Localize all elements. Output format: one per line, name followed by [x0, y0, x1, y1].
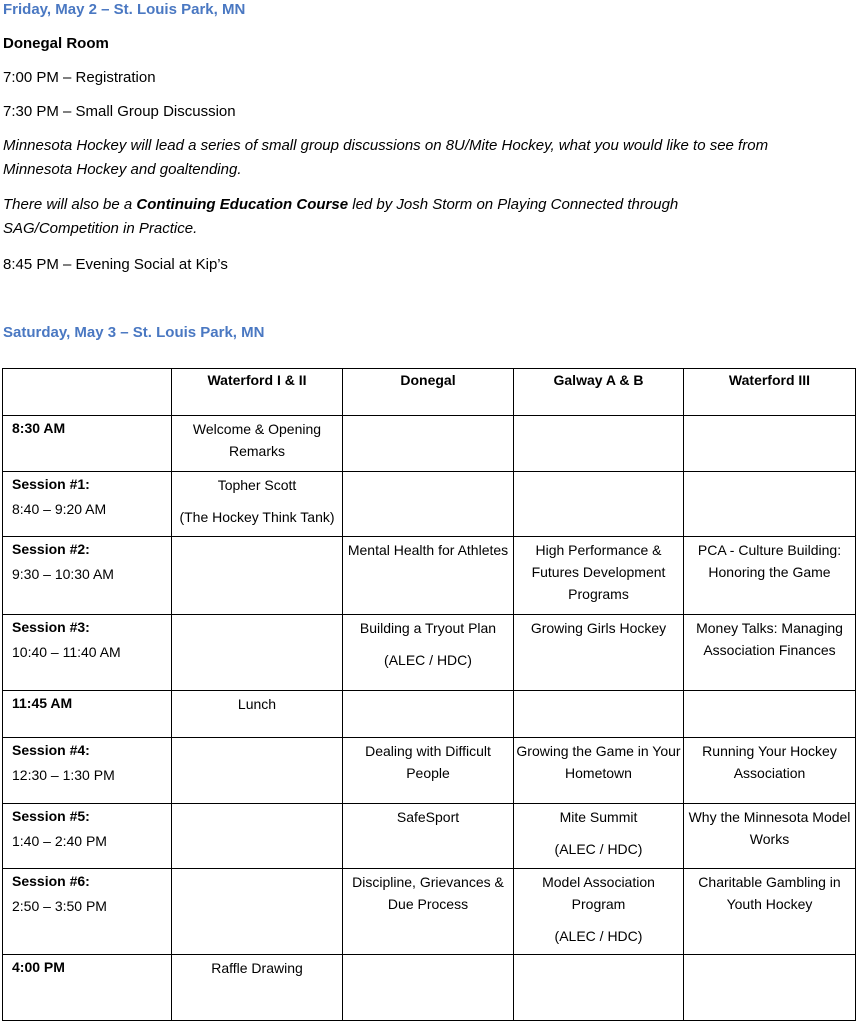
session-cell [514, 804, 684, 869]
session-cell [343, 416, 514, 472]
session-title: Money Talks: Managing Association Finances [696, 620, 843, 658]
session-cell [514, 416, 684, 472]
session-title: Mental Health for Athletes [347, 542, 509, 558]
column-header: Donegal [343, 369, 514, 416]
spacer [172, 496, 342, 506]
column-header: Waterford I & II [172, 369, 343, 416]
session-title: Welcome & Opening Remarks [192, 421, 322, 459]
para2-pre: There will also be a [3, 196, 137, 213]
friday-social: 8:45 PM – Evening Social at Kip’s [3, 256, 228, 273]
friday-paragraph-2 [3, 193, 763, 241]
session-cell [172, 691, 343, 738]
column-header: Galway A & B [514, 369, 684, 416]
session-cell [684, 472, 856, 537]
friday-discussion: 7:30 PM – Small Group Discussion [3, 103, 236, 120]
schedule-body [3, 369, 856, 1021]
session-subtitle: (ALEC / HDC) [554, 928, 643, 944]
time-label: Session #1: [12, 476, 90, 492]
para2-post: led by Josh Storm on Playing Connected through SAG/Competition in Practice. [3, 196, 679, 237]
time-cell [3, 869, 172, 955]
session-cell [343, 472, 514, 537]
session-cell [172, 738, 343, 804]
saturday-header: Saturday, May 3 – St. Louis Park, MN [3, 324, 265, 341]
session-cell [172, 472, 343, 537]
session-title: Growing Girls Hockey [530, 620, 667, 636]
session-title: SafeSport [396, 809, 460, 825]
session-cell [343, 955, 514, 1021]
time-range: 9:30 – 10:30 AM [12, 566, 114, 582]
session-subtitle: (ALEC / HDC) [554, 841, 643, 857]
time-label: 11:45 AM [12, 695, 73, 711]
time-cell [3, 537, 172, 615]
friday-paragraph-1: Minnesota Hockey will lead a series of small group discussions on 8U/Mite Hockey, what you would like to see from Minnesota Hockey and goaltending. [3, 137, 769, 178]
session-cell [684, 416, 856, 472]
session-title: High Performance & Futures Development Programs [531, 542, 666, 602]
spacer [514, 915, 683, 925]
session-title: Charitable Gambling in Youth Hockey [698, 874, 841, 912]
schedule-table [2, 368, 856, 1021]
session-cell [343, 869, 514, 955]
session-cell [514, 537, 684, 615]
session-title: Running Your Hockey Association [702, 743, 837, 781]
session-cell [343, 615, 514, 691]
session-cell [684, 537, 856, 615]
session-cell [172, 955, 343, 1021]
time-range: 8:40 – 9:20 AM [12, 501, 107, 517]
spacer [343, 639, 513, 649]
session-cell [172, 804, 343, 869]
session-title: Model Association Program [542, 874, 655, 912]
session-cell [172, 615, 343, 691]
session-cell [514, 615, 684, 691]
session-cell [684, 691, 856, 738]
session-title: Growing the Game in Your Hometown [516, 743, 681, 781]
session-cell [684, 804, 856, 869]
time-cell [3, 804, 172, 869]
time-label: 8:30 AM [12, 420, 66, 436]
time-cell [3, 615, 172, 691]
friday-room: Donegal Room [3, 35, 109, 52]
time-range: 2:50 – 3:50 PM [12, 898, 107, 914]
table-row [3, 869, 856, 955]
time-label: Session #3: [12, 619, 90, 635]
table-row [3, 955, 856, 1021]
session-title: PCA - Culture Building: Honoring the Game [697, 542, 842, 580]
time-label: Session #5: [12, 808, 90, 824]
table-row [3, 472, 856, 537]
friday-header: Friday, May 2 – St. Louis Park, MN [3, 1, 246, 18]
session-title: Mite Summit [559, 809, 638, 825]
session-cell [172, 416, 343, 472]
time-cell [3, 472, 172, 537]
friday-registration: 7:00 PM – Registration [3, 69, 156, 86]
session-title: Lunch [237, 696, 277, 712]
time-cell [3, 691, 172, 738]
time-range: 10:40 – 11:40 AM [12, 644, 121, 660]
table-row [3, 537, 856, 615]
time-cell [3, 416, 172, 472]
time-label: Session #4: [12, 742, 90, 758]
continuing-education-course: Continuing Education Course [136, 196, 349, 213]
time-range: 1:40 – 2:40 PM [12, 833, 107, 849]
session-subtitle: (ALEC / HDC) [384, 652, 472, 668]
time-cell [3, 738, 172, 804]
time-range: 12:30 – 1:30 PM [12, 767, 115, 783]
header-row [3, 369, 856, 416]
table-row [3, 738, 856, 804]
time-label: Session #6: [12, 873, 90, 889]
session-title: Dealing with Difficult People [365, 743, 491, 781]
session-cell [684, 615, 856, 691]
session-cell [343, 738, 514, 804]
table-row [3, 691, 856, 738]
session-cell [514, 869, 684, 955]
session-cell [172, 537, 343, 615]
session-subtitle: (The Hockey Think Tank) [179, 509, 335, 525]
session-cell [514, 691, 684, 738]
table-row [3, 416, 856, 472]
table-row [3, 804, 856, 869]
session-title: Discipline, Grievances & Due Process [352, 874, 504, 912]
session-cell [343, 537, 514, 615]
session-cell [343, 691, 514, 738]
session-cell [684, 869, 856, 955]
session-cell [514, 738, 684, 804]
session-cell [514, 472, 684, 537]
time-label: Session #2: [12, 541, 90, 557]
table-row [3, 615, 856, 691]
session-cell [172, 869, 343, 955]
session-title: Why the Minnesota Model Works [688, 809, 851, 847]
spacer [514, 828, 683, 838]
session-cell [684, 955, 856, 1021]
session-cell [514, 955, 684, 1021]
session-title: Raffle Drawing [211, 960, 303, 976]
time-label: 4:00 PM [12, 959, 65, 975]
session-title: Topher Scott [217, 477, 297, 493]
column-header: Waterford III [684, 369, 856, 416]
session-cell [684, 738, 856, 804]
column-header [3, 369, 172, 416]
session-cell [343, 804, 514, 869]
time-cell [3, 955, 172, 1021]
session-title: Building a Tryout Plan [359, 620, 497, 636]
